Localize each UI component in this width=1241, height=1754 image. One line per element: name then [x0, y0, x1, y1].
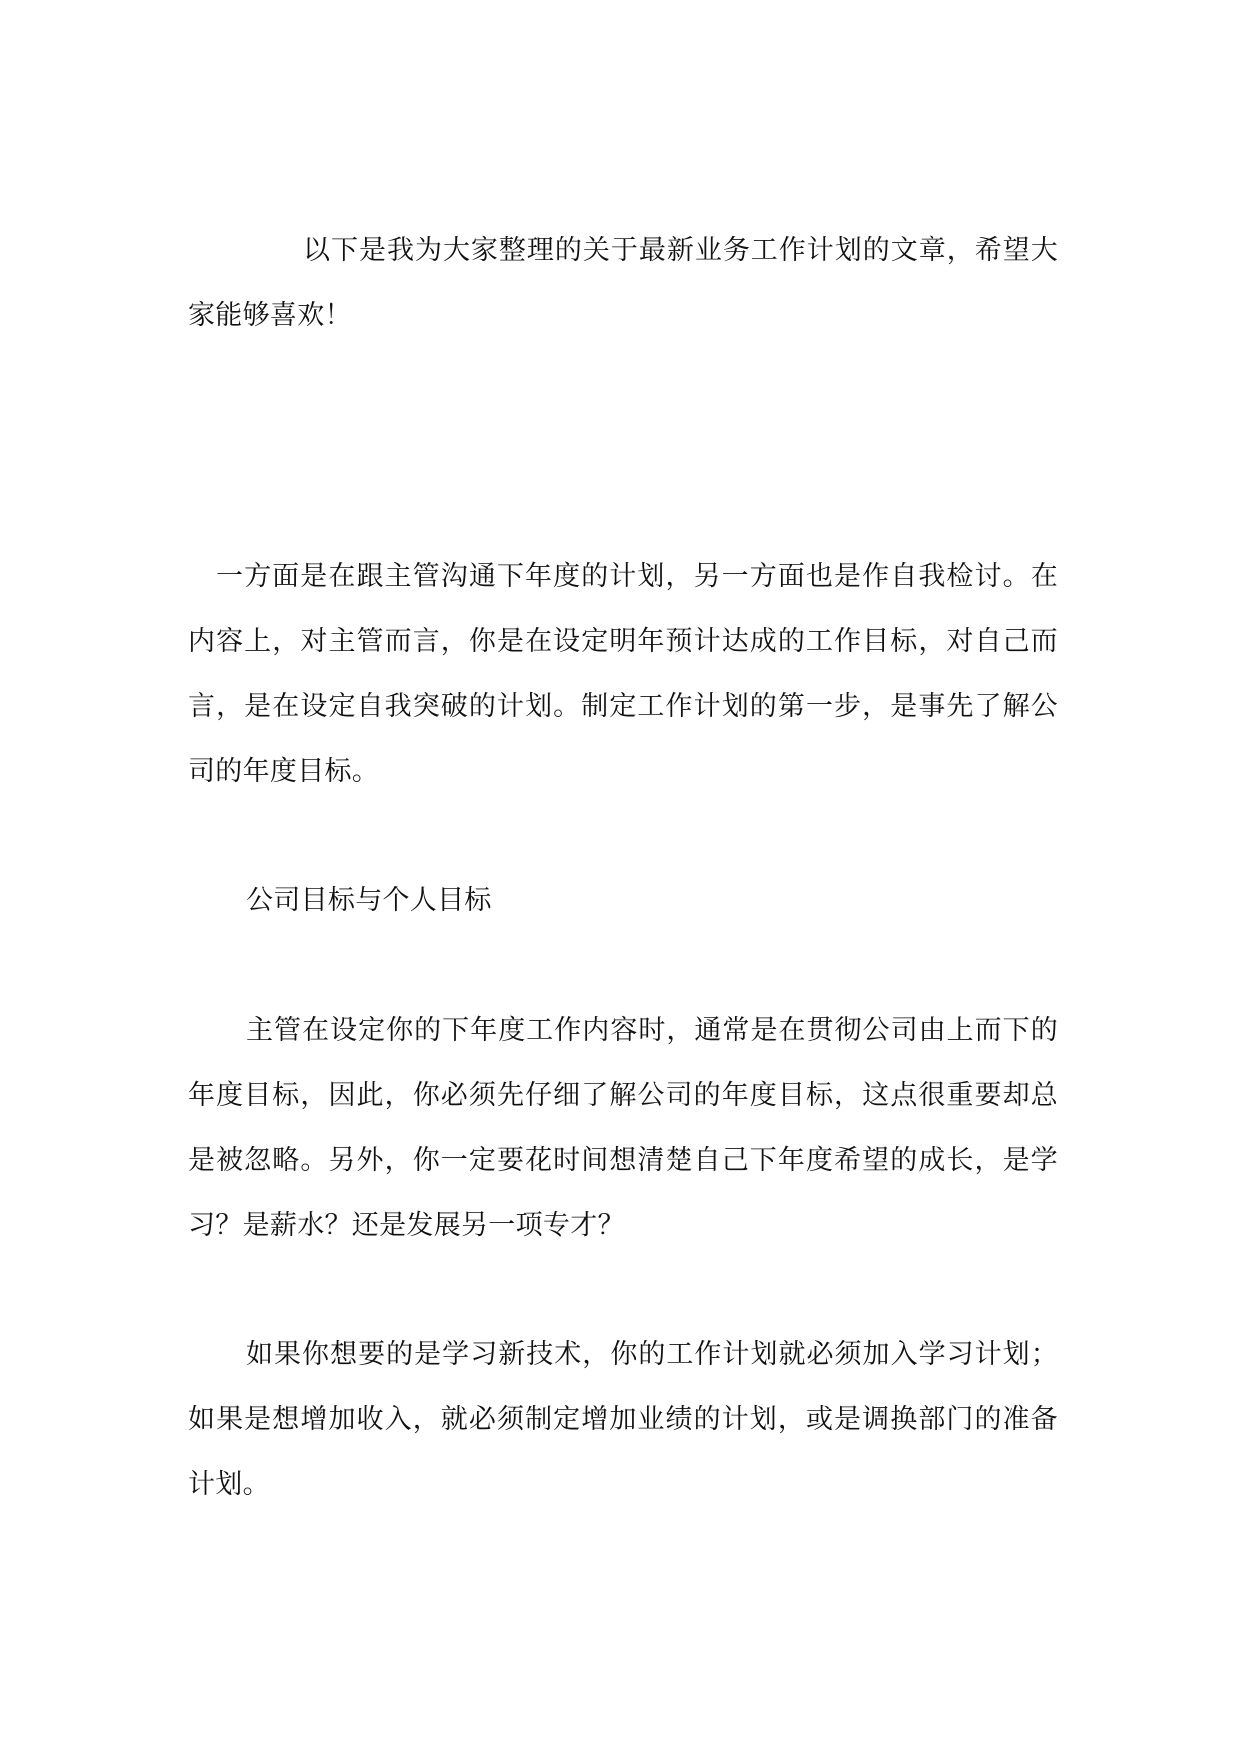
- section-heading: 公司目标与个人目标: [246, 885, 492, 916]
- body-paragraph: 如果你想要的是学习新技术，你的工作计划就必须加入学习计划；如果是想增加收入，就必须制定增加业绩的计划，或是调换部门的准备计划。: [188, 1339, 1058, 1500]
- body-paragraph: 一方面是在跟主管沟通下年度的计划，另一方面也是作自我检讨。在内容上，对主管而言，你是在设定明年预计达成的工作目标，对自己而言，是在设定自我突破的计划。制定工作计划的第一步，是事先了解公司的年度目标。: [188, 561, 1058, 787]
- body-paragraph: 主管在设定你的下年度工作内容时，通常是在贯彻公司由上而下的年度目标，因此，你必须先仔细了解公司的年度目标，这点很重要却总是被忽略。另外，你一定要花时间想清楚自己下年度希望的成长，是学习？是薪水？还是发展另一项专才？: [188, 1015, 1058, 1241]
- intro-paragraph: 以下是我为大家整理的关于最新业务工作计划的文章，希望大家能够喜欢！: [188, 235, 1058, 331]
